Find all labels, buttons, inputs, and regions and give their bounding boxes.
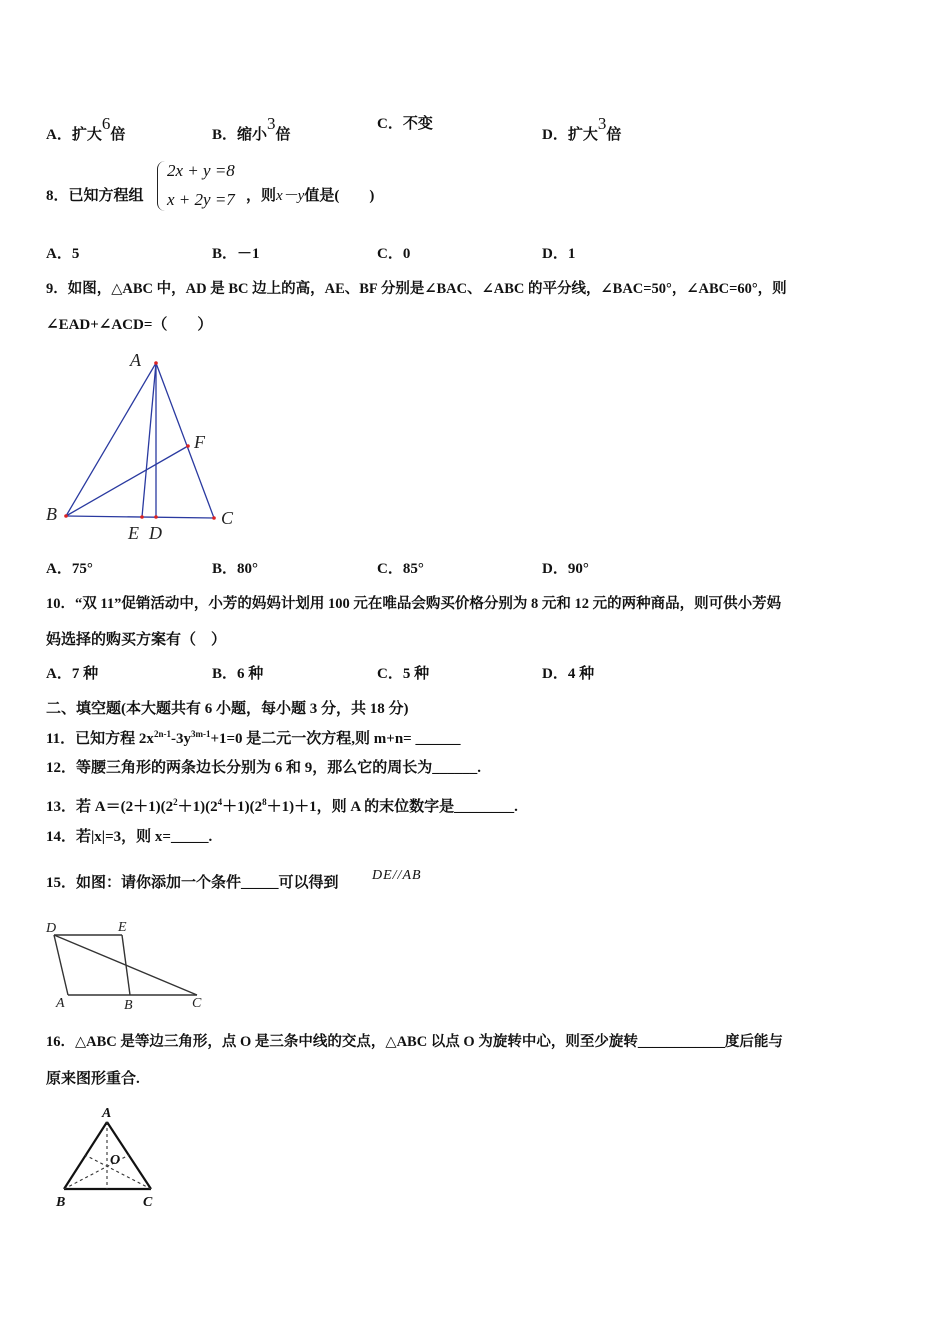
- q16-stem-line2: 原来图形重合.: [46, 1071, 140, 1087]
- q7-option-b: B．缩小3倍: [212, 114, 291, 143]
- q8-equation-2: x + 2y =7: [167, 190, 235, 209]
- segment-ac: [156, 363, 214, 518]
- q15-formula: DE//AB: [372, 868, 422, 883]
- label-a: A: [130, 350, 141, 370]
- point-d: [154, 515, 158, 519]
- point-b: [64, 514, 68, 518]
- q8-prefix: 8．已知方程组: [46, 188, 144, 204]
- q8-equation-1: 2x + y =8: [167, 161, 235, 180]
- q16-stem-line1: 16．△ABC 是等边三角形，点 O 是三条中线的交点，△ABC 以点 O 为旋转中心，则至少旋转____________度后能与: [46, 1034, 783, 1050]
- segment-ab: [66, 363, 156, 516]
- label-f: F: [194, 432, 205, 452]
- q7-option-c: C．不变: [377, 116, 433, 132]
- label-b: B: [124, 998, 133, 1013]
- segment-ae: [142, 363, 156, 517]
- q7-option-d: D．扩大3倍: [542, 114, 622, 143]
- label-b: B: [56, 1195, 66, 1210]
- q10-stem-line1: 10．“双 11”促销活动中，小芳的妈妈计划用 100 元在唯品会购买价格分别为 8 元和 12 元的两种商品，则可供小芳妈: [46, 596, 782, 612]
- label-e: E: [118, 920, 127, 935]
- label-b: B: [46, 504, 57, 524]
- segment-da: [54, 935, 68, 995]
- q15-parallelogram-figure: [42, 915, 212, 1013]
- label-c: C: [143, 1195, 153, 1210]
- section-2-title: 二、填空题(本大题共有 6 小题，每小题 3 分，共 18 分): [46, 701, 409, 717]
- q9-option-b: B．80°: [212, 561, 259, 577]
- q10-option-c: C．5 种: [377, 666, 430, 682]
- q8-option-b: B．－1: [212, 246, 260, 262]
- q7-option-a: A．扩大6倍: [46, 114, 126, 143]
- q8-suffix: ，则x－y值是( ): [246, 188, 375, 204]
- q10-option-d: D．4 种: [542, 666, 595, 682]
- q9-stem-line2: ∠EAD+∠ACD=（ ）: [46, 317, 213, 333]
- q10-option-b: B．6 种: [212, 666, 264, 682]
- q9-option-c: C．85°: [377, 561, 424, 577]
- q10-option-a: A．7 种: [46, 666, 99, 682]
- q8-option-c: C．0: [377, 246, 411, 262]
- q9-option-a: A．75°: [46, 561, 93, 577]
- q8-option-a: A．5: [46, 246, 80, 262]
- q10-stem-line2: 妈选择的购买方案有（ ）: [46, 632, 227, 648]
- segment-bc: [66, 516, 214, 518]
- q12-stem: 12．等腰三角形的两条边长分别为 6 和 9，那么它的周长为______.: [46, 760, 482, 776]
- point-c: [212, 516, 216, 520]
- label-d: D: [149, 523, 162, 543]
- q9-triangle-figure: [40, 350, 240, 543]
- label-a: A: [102, 1106, 112, 1121]
- q11-stem: 11．已知方程 $2x^{2n-1}-3y^{3m-1}+1=0$ 是二元一次方程,则 m+n= ______: [46, 729, 461, 747]
- equation-system-brace: [157, 161, 166, 211]
- segment-dc: [54, 935, 197, 995]
- label-c: C: [221, 508, 234, 528]
- label-e: E: [128, 523, 139, 543]
- point-a: [154, 361, 158, 365]
- point-e: [140, 515, 144, 519]
- label-d: D: [46, 921, 57, 936]
- label-o: O: [110, 1153, 121, 1168]
- q9-stem-line1: 9．如图，△ABC 中，AD 是 BC 边上的高，AE、BF 分别是∠BAC、∠ABC 的平分线，∠BAC=50°，∠ABC=60°，则: [46, 281, 787, 297]
- point-f: [186, 444, 190, 448]
- segment-bf: [66, 446, 188, 516]
- label-c: C: [192, 996, 202, 1011]
- label-a: A: [56, 996, 65, 1011]
- q14-stem: 14．若|x|=3，则 x=_____.: [46, 829, 213, 845]
- q16-equilateral-triangle-figure: [50, 1102, 170, 1212]
- q8-option-d: D．1: [542, 246, 576, 262]
- q15-stem: 15．如图：请你添加一个条件_____可以得到: [46, 875, 339, 891]
- q9-option-d: D．90°: [542, 561, 589, 577]
- q13-stem: 13．若 $A=(2+1)(2^2+1)(2^4+1)(2^8+1)+1$，则 A 的末位数字是________.: [46, 797, 518, 815]
